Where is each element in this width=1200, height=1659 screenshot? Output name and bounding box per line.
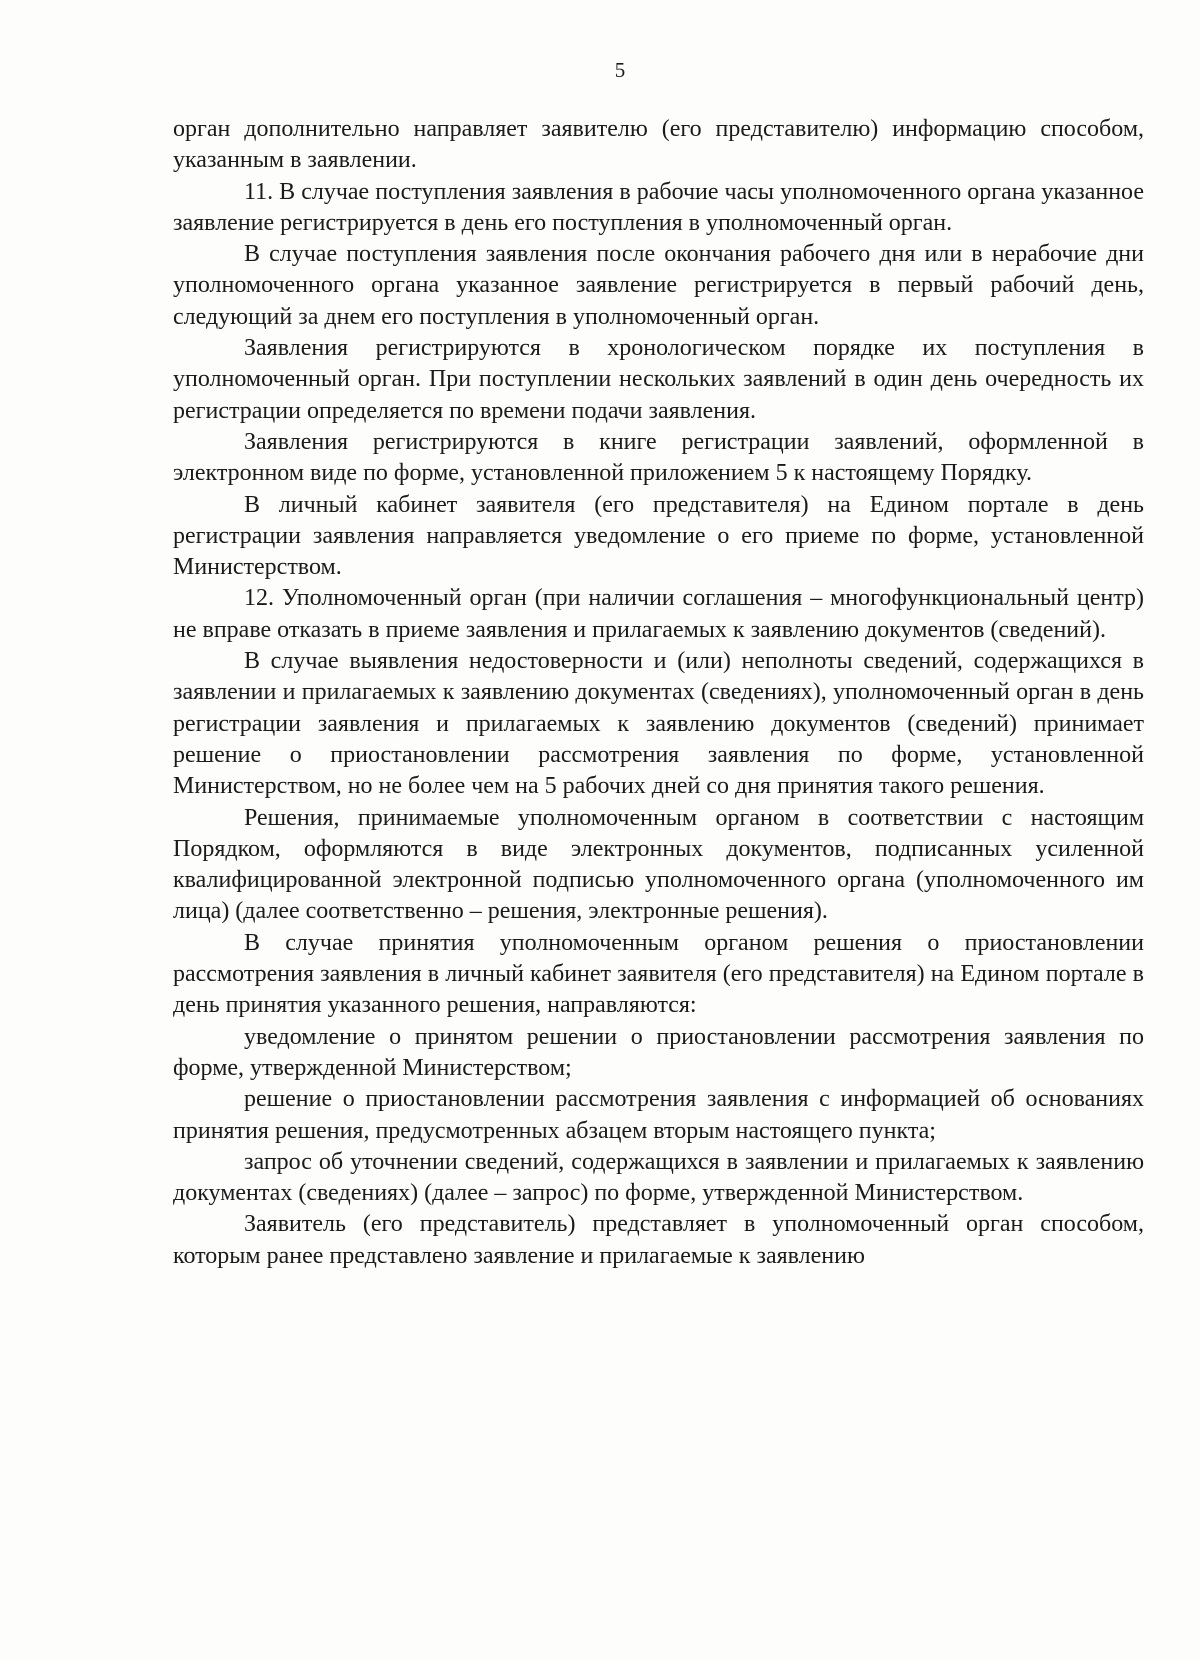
paragraph: запрос об уточнении сведений, содержащихся в заявлении и прилагаемых к заявлению документах (сведениях) (далее – запрос) по форме, утвержденной Министерством.	[173, 1148, 1144, 1207]
paragraph: В случае поступления заявления после окончания рабочего дня или в нерабочие дни уполномоченного органа указанное заявление регистрируется в первый рабочий день, следующий за днем его поступления в уполномоченный орган.	[173, 241, 1144, 330]
paragraph: уведомление о принятом решении о приостановлении рассмотрения заявления по форме, утвержденной Министерством;	[173, 1023, 1144, 1081]
page-number: 5	[614, 58, 626, 82]
paragraph: В случае выявления недостоверности и (или) неполноты сведений, содержащихся в заявлении и прилагаемых к заявлению документах (сведениях), уполномоченный орган в день регистрации заявления и прилагаемых к заявлению документов (сведений) принимает решение о приостановлении рассмотрения заявления по форме, установленной Министерством, но не более чем на 5 рабочих дней со дня принятия такого решения.	[173, 648, 1144, 800]
paragraph: В случае принятия уполномоченным органом решения о приостановлении рассмотрения заявления в личный кабинет заявителя (его представителя) на Едином портале в день принятия указанного решения, направляются:	[173, 929, 1144, 1019]
paragraph: 11. В случае поступления заявления в рабочие часы уполномоченного органа указанное заявление регистрируется в день его поступления в уполномоченный орган.	[173, 178, 1144, 236]
paragraph: В личный кабинет заявителя (его представителя) на Едином портале в день регистрации заявления направляется уведомление о его приеме по форме, установленной Министерством.	[173, 491, 1144, 581]
paragraph: Решения, принимаемые уполномоченным органом в соответствии с настоящим Порядком, оформляются в виде электронных документов, подписанных усиленной квалифицированной электронной подписью уполномоченного органа (уполномоченного им лица) (далее соответственно – решения, электронные решения).	[173, 804, 1144, 925]
paragraph: орган дополнительно направляет заявителю (его представителю) информацию способом, указанным в заявлении.	[173, 116, 1144, 174]
paragraph: Заявитель (его представитель) представляет в уполномоченный орган способом, которым ранее представлено заявление и прилагаемые к заявлению	[173, 1211, 1144, 1269]
paragraph: решение о приостановлении рассмотрения заявления с информацией об основаниях принятия решения, предусмотренных абзацем вторым настоящего пункта;	[173, 1086, 1144, 1144]
paragraph: 12. Уполномоченный орган (при наличии соглашения – многофункциональный центр) не вправе отказать в приеме заявления и прилагаемых к заявлению документов (сведений).	[173, 585, 1144, 643]
paragraph: Заявления регистрируются в хронологическом порядке их поступления в уполномоченный орган. При поступлении нескольких заявлений в один день очередность их регистрации определяется по времени подачи заявления.	[173, 335, 1144, 424]
paragraph: Заявления регистрируются в книге регистрации заявлений, оформленной в электронном виде по форме, установленной приложением 5 к настоящему Порядку.	[173, 428, 1144, 487]
document-body	[173, 114, 1144, 1272]
